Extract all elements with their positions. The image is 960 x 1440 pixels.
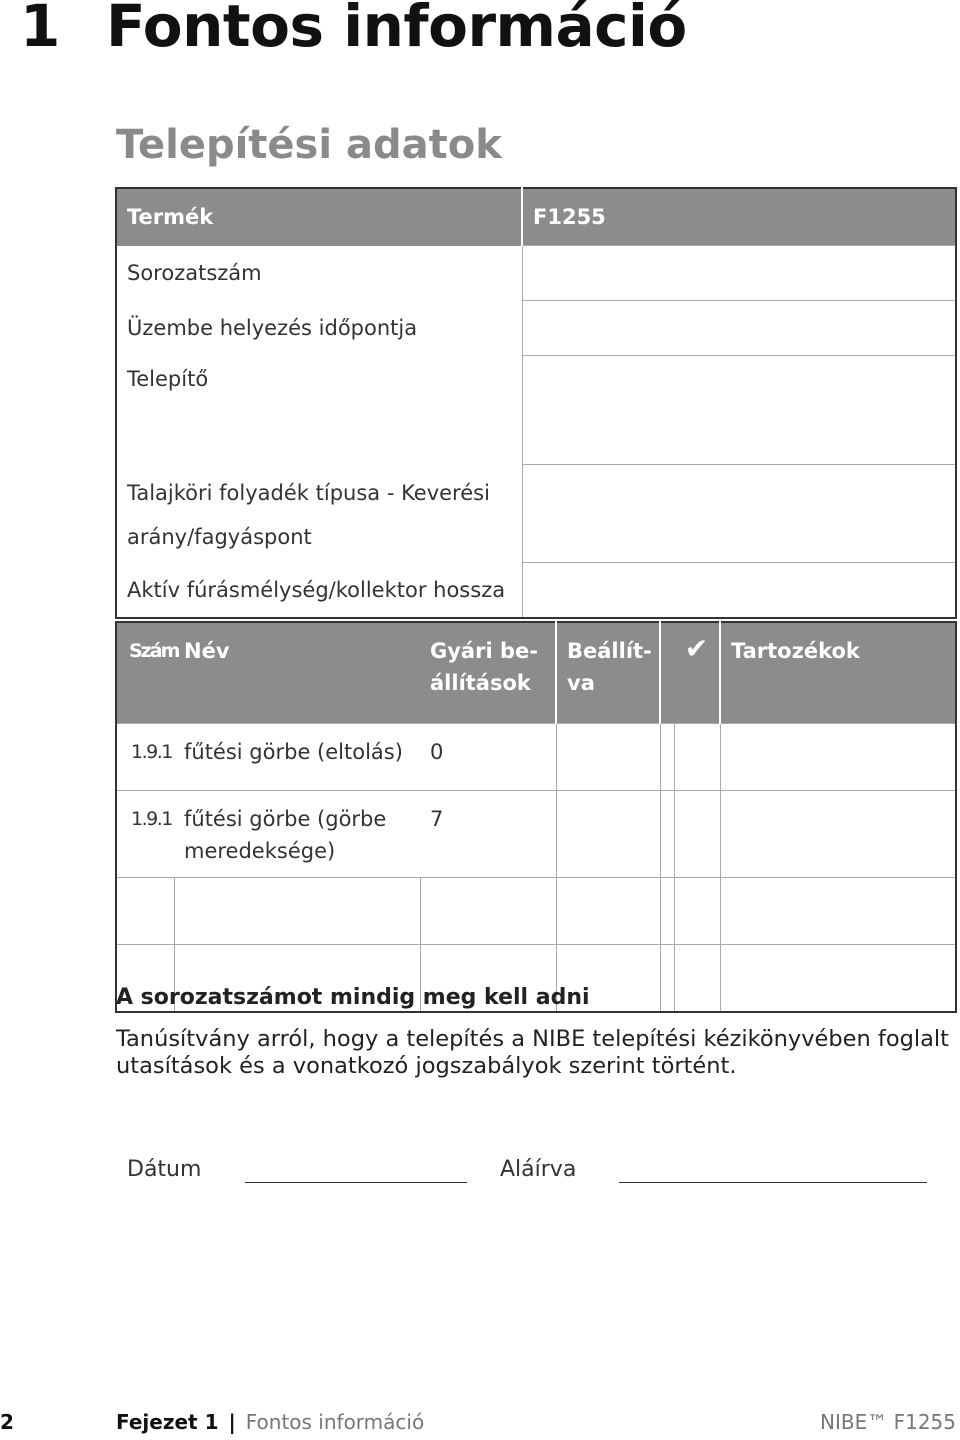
commissioning-date-field[interactable]	[522, 301, 956, 356]
footer-product: NIBE™ F1255	[820, 1410, 956, 1434]
installation-header-row	[116, 188, 956, 246]
setting-check-box[interactable]	[674, 878, 720, 945]
setting-set-field[interactable]	[556, 724, 660, 791]
product-value: F1255	[522, 188, 956, 246]
chapter-title	[20, 0, 687, 60]
setting-check-box[interactable]	[674, 724, 720, 791]
setting-accessory-field[interactable]	[720, 791, 956, 878]
serial-number-field[interactable]	[522, 246, 956, 301]
borehole-depth-label: Aktív fúrásmélység/kollektor hossza	[127, 577, 506, 602]
settings-row	[116, 791, 956, 878]
installation-row-installer	[116, 356, 956, 465]
setting-name[interactable]	[174, 878, 420, 945]
header-factory-settings: Gyári be-állítások	[420, 622, 556, 724]
footer-chapter	[116, 1410, 424, 1434]
installer-label: Telepítő	[127, 366, 209, 391]
note-title: A sorozatszámot mindig meg kell adni	[116, 985, 590, 1010]
page-number: 2	[0, 1410, 14, 1434]
installation-data-table	[115, 187, 957, 619]
header-name: Név	[174, 622, 420, 724]
setting-name: fűtési görbe (eltolás)	[174, 724, 420, 791]
setting-gap	[660, 791, 674, 878]
installer-field[interactable]	[522, 356, 956, 465]
setting-factory-value[interactable]	[420, 878, 556, 945]
header-spacer	[660, 622, 674, 724]
header-accessories: Tartozékok	[720, 622, 956, 724]
setting-gap	[660, 878, 674, 945]
product-label: Termék	[116, 188, 522, 246]
footer-chapter-label: Fejezet 1	[116, 1410, 219, 1434]
brine-type-field[interactable]	[522, 465, 956, 563]
setting-check-box[interactable]	[674, 791, 720, 878]
serial-number-label: Sorozatszám	[127, 261, 262, 285]
setting-set-field[interactable]	[556, 791, 660, 878]
settings-table	[115, 621, 957, 1013]
settings-row	[116, 724, 956, 791]
footer-separator: |	[228, 1410, 236, 1434]
section-title: Telepítési adatok	[116, 122, 502, 168]
installation-row-borehole-depth	[116, 563, 956, 619]
header-number: Szám	[116, 622, 174, 724]
setting-number: 1.9.1	[116, 791, 174, 878]
installation-row-brine-type	[116, 465, 956, 563]
setting-number: 1.9.1	[116, 724, 174, 791]
brine-type-label: Talajköri folyadék típusa - Keverési arány/fagyáspont	[127, 480, 490, 549]
setting-gap	[660, 724, 674, 791]
installation-row-commissioning-date	[116, 301, 956, 356]
setting-check-box[interactable]	[674, 945, 720, 1013]
signature-line[interactable]	[619, 1182, 927, 1183]
setting-factory-value: 0	[420, 724, 556, 791]
setting-accessory-field[interactable]	[720, 945, 956, 1013]
check-icon: ✔	[674, 622, 720, 724]
footer-chapter-title: Fontos információ	[245, 1410, 425, 1434]
setting-gap	[660, 945, 674, 1013]
setting-set-field[interactable]	[556, 878, 660, 945]
setting-accessory-field[interactable]	[720, 878, 956, 945]
setting-factory-value: 7	[420, 791, 556, 878]
settings-row	[116, 878, 956, 945]
date-label: Dátum	[127, 1157, 202, 1182]
commissioning-date-label: Üzembe helyezés időpontja	[127, 316, 418, 340]
settings-header-row	[116, 622, 956, 724]
date-line[interactable]	[245, 1182, 467, 1183]
note-text: Tanúsítvány arról, hogy a telepítés a NIBE telepítési kézikönyvében foglalt utasítások és a vonatkozó jogszabályok szerint történt.	[116, 1026, 949, 1079]
signature-label: Aláírva	[500, 1157, 577, 1182]
chapter-title-text: Fontos információ	[106, 0, 687, 60]
chapter-number: 1	[20, 0, 60, 60]
installation-row-serial	[116, 246, 956, 301]
header-set-value: Beállít-va	[556, 622, 660, 724]
setting-number	[116, 878, 174, 945]
borehole-depth-field[interactable]	[522, 563, 956, 619]
setting-name: fűtési görbe (görbe meredeksége)	[174, 791, 420, 878]
setting-accessory-field[interactable]	[720, 724, 956, 791]
